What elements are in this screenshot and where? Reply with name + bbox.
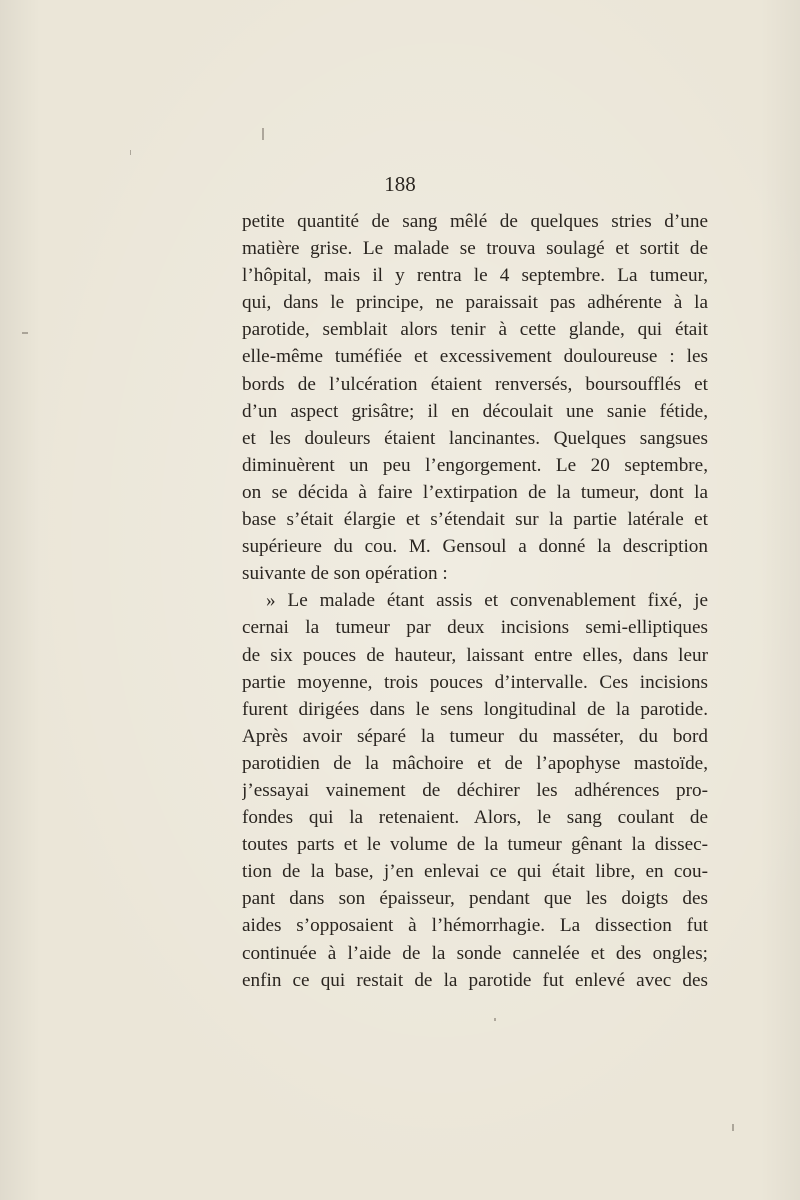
- text-line: » Le malade étant assis et convenablement fixé, je: [266, 590, 708, 612]
- text-line: fondes qui la retenaient. Alors, le sang coulant de: [242, 807, 708, 829]
- paper-speck: [130, 150, 131, 155]
- text-line: j’essayai vainement de déchirer les adhérences pro-: [242, 779, 708, 801]
- text-line: d’un aspect grisâtre; il en découlait une sanie fétide,: [242, 400, 708, 422]
- text-line: qui, dans le principe, ne paraissait pas adhérente à la: [242, 292, 708, 314]
- text-line: et les douleurs étaient lancinantes. Quelques sangsues: [242, 427, 708, 449]
- text-line: diminuèrent un peu l’engorgement. Le 20 septembre,: [242, 454, 708, 476]
- text-line: bords de l’ulcération étaient renversés, boursoufflés et: [242, 373, 708, 395]
- text-line: cernai la tumeur par deux incisions semi-elliptiques: [242, 617, 708, 639]
- paper-speck: [732, 1124, 734, 1131]
- page-number: 188: [384, 172, 416, 196]
- text-line: de six pouces de hauteur, laissant entre elles, dans leur: [242, 644, 708, 666]
- text-line: elle-même tuméfiée et excessivement douloureuse : les: [242, 346, 708, 368]
- text-line: base s’était élargie et s’étendait sur la partie latérale et: [242, 509, 708, 531]
- text-line: matière grise. Le malade se trouva soulagé et sortit de: [242, 238, 708, 260]
- text-line: continuée à l’aide de la sonde cannelée et des ongles;: [242, 942, 708, 964]
- text-line: tion de la base, j’en enlevai ce qui était libre, en cou-: [242, 861, 708, 883]
- paper-speck: [262, 128, 264, 140]
- text-line: toutes parts et le volume de la tumeur gênant la dissec-: [242, 834, 708, 856]
- text-line: aides s’opposaient à l’hémorrhagie. La dissection fut: [242, 915, 708, 937]
- text-line: pant dans son épaisseur, pendant que les doigts des: [242, 888, 708, 910]
- text-line: furent dirigées dans le sens longitudinal de la parotide.: [242, 698, 708, 720]
- text-line: Après avoir séparé la tumeur du masséter, du bord: [242, 725, 708, 747]
- text-line: parotidien de la mâchoire et de l’apophyse mastoïde,: [242, 752, 708, 774]
- text-line: supérieure du cou. M. Gensoul a donné la description: [242, 536, 708, 558]
- text-line: enfin ce qui restait de la parotide fut enlevé avec des: [242, 969, 708, 991]
- text-line: petite quantité de sang mêlé de quelques stries d’une: [242, 211, 708, 232]
- paper-speck: [22, 332, 28, 334]
- text-line: parotide, semblait alors tenir à cette glande, qui était: [242, 319, 708, 341]
- text-line: suivante de son opération :: [242, 563, 448, 585]
- text-line: on se décida à faire l’extirpation de la tumeur, dont la: [242, 481, 708, 503]
- paper-speck: [494, 1018, 496, 1021]
- text-line: l’hôpital, mais il y rentra le 4 septembre. La tumeur,: [242, 265, 708, 287]
- body-text: [242, 208, 708, 994]
- text-line: partie moyenne, trois pouces d’intervalle. Ces incisions: [242, 671, 708, 693]
